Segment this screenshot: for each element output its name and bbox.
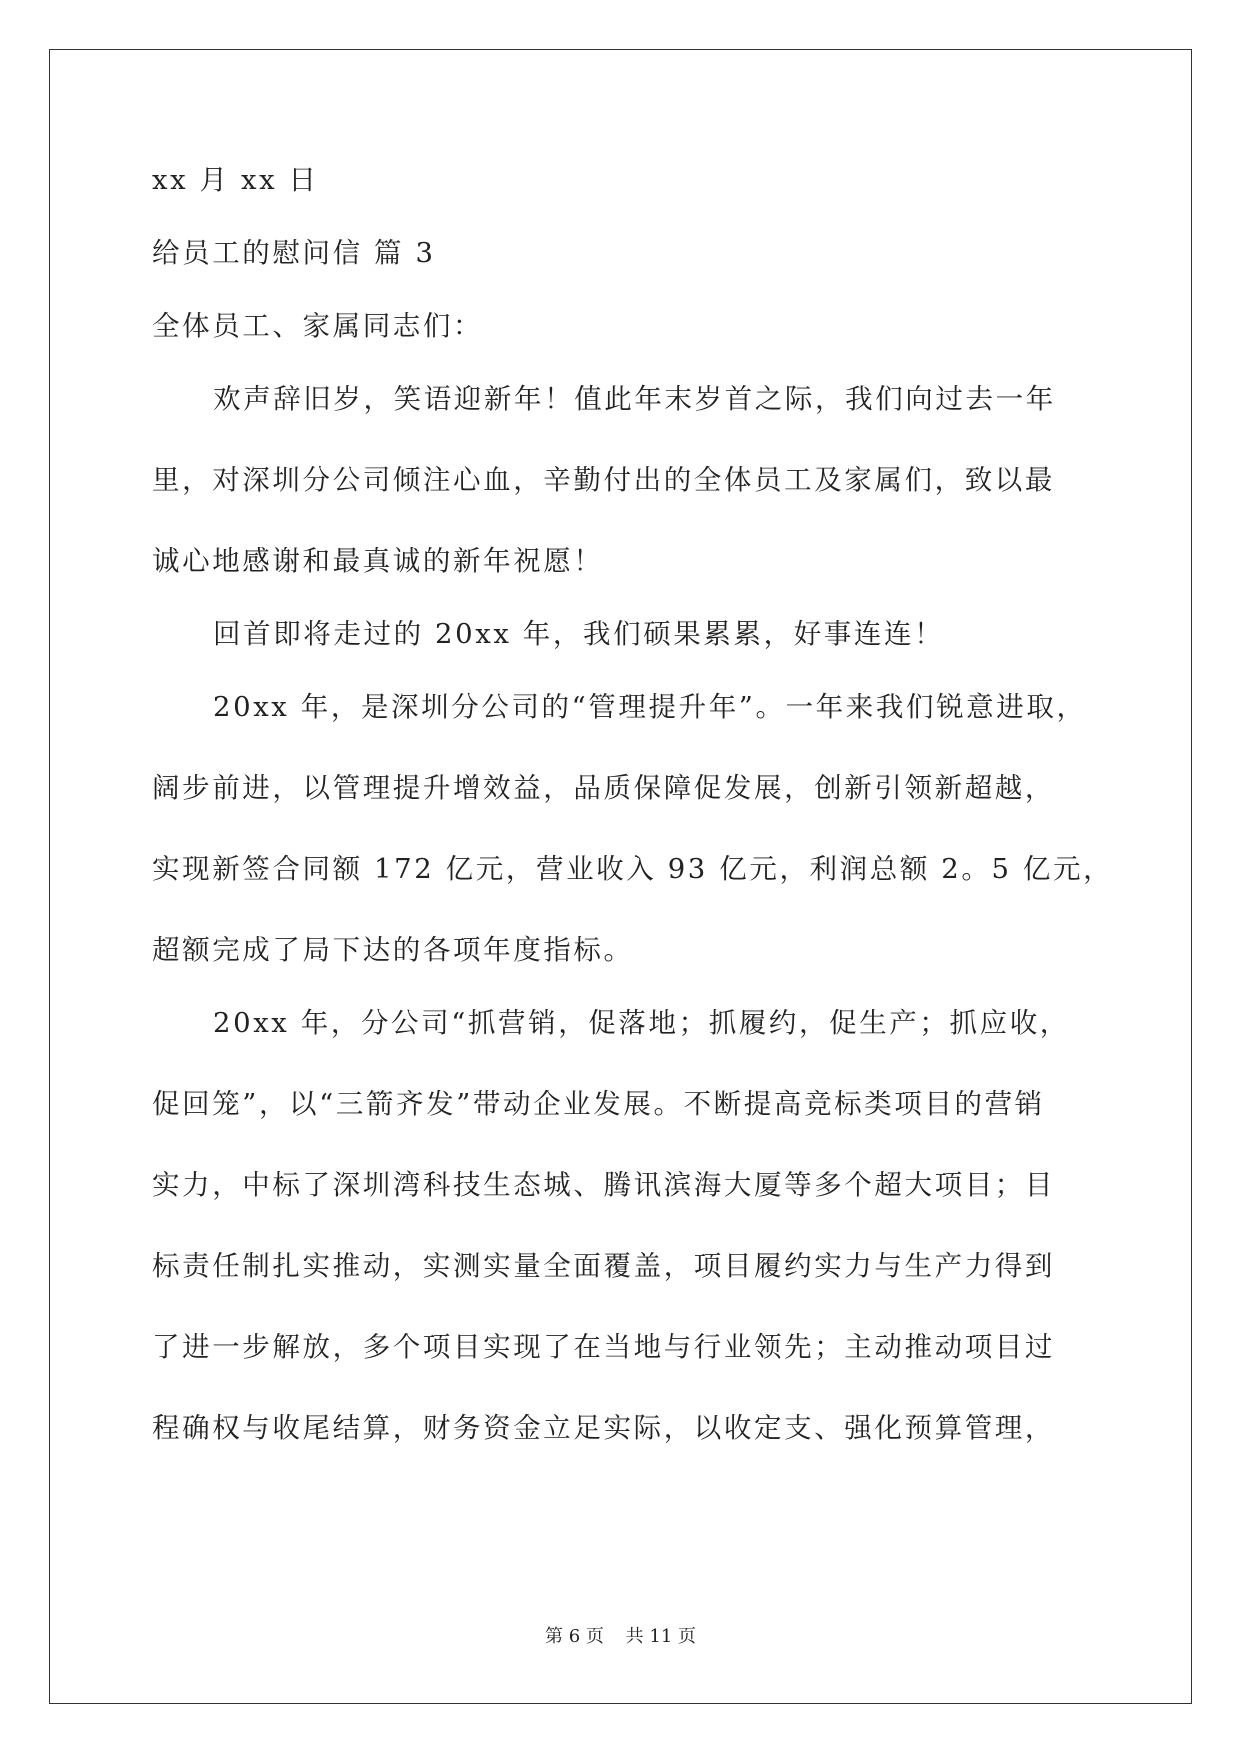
document-title: 给员工的慰问信 篇 3: [152, 237, 436, 269]
document-body: [152, 160, 1114, 1448]
paragraph-4: [152, 1003, 1092, 1448]
paragraph-line: 标责任制扎实推动，实测实量全面覆盖，项目履约实力与生产力得到: [152, 1250, 1055, 1282]
paragraph-2: [152, 614, 1092, 654]
paragraph-line: 阔步前进，以管理提升增效益，品质保障促发展，创新引领新超越，: [152, 772, 1055, 804]
paragraph-line: 诚心地感谢和最真诚的新年祝愿！: [152, 545, 604, 577]
paragraph-line: 实力，中标了深圳湾科技生态城、腾讯滨海大厦等多个超大项目；目: [152, 1169, 1055, 1201]
paragraph-line: 了进一步解放，多个项目实现了在当地与行业领先；主动推动项目过: [152, 1331, 1055, 1363]
salutation: 全体员工、家属同志们：: [152, 310, 484, 342]
paragraph-line: 程确权与收尾结算，财务资金立足实际，以收定支、强化预算管理，: [152, 1412, 1055, 1444]
paragraph-line: 20xx 年，是深圳分公司的“管理提升年”。一年来我们锐意进取，: [213, 691, 1087, 723]
paragraph-1: [152, 379, 1092, 581]
paragraph-line: 里，对深圳分公司倾注心血，辛勤付出的全体员工及家属们，致以最: [152, 464, 1055, 496]
paragraph-line: 欢声辞旧岁，笑语迎新年！值此年末岁首之际，我们向过去一年: [213, 383, 1056, 415]
paragraph-line: 20xx 年，分公司“抓营销，促落地；抓履约，促生产；抓应收，: [213, 1007, 1070, 1039]
page-number: 第 6 页: [545, 1626, 604, 1647]
paragraph-line: 超额完成了局下达的各项年度指标。: [152, 934, 634, 966]
paragraph-line: 促回笼”，以“三箭齐发”带动企业发展。不断提高竞标类项目的营销: [152, 1088, 1045, 1120]
paragraph-3: [152, 687, 1114, 970]
page-total: 共 11 页: [625, 1626, 696, 1647]
page-footer: [0, 1622, 1241, 1648]
paragraph-line: 回首即将走过的 20xx 年，我们硕果累累，好事连连！: [213, 618, 945, 650]
paragraph-line: 实现新签合同额 172 亿元，营业收入 93 亿元，利润总额 2。5 亿元，: [152, 853, 1114, 885]
date-line: xx 月 xx 日: [152, 164, 319, 196]
